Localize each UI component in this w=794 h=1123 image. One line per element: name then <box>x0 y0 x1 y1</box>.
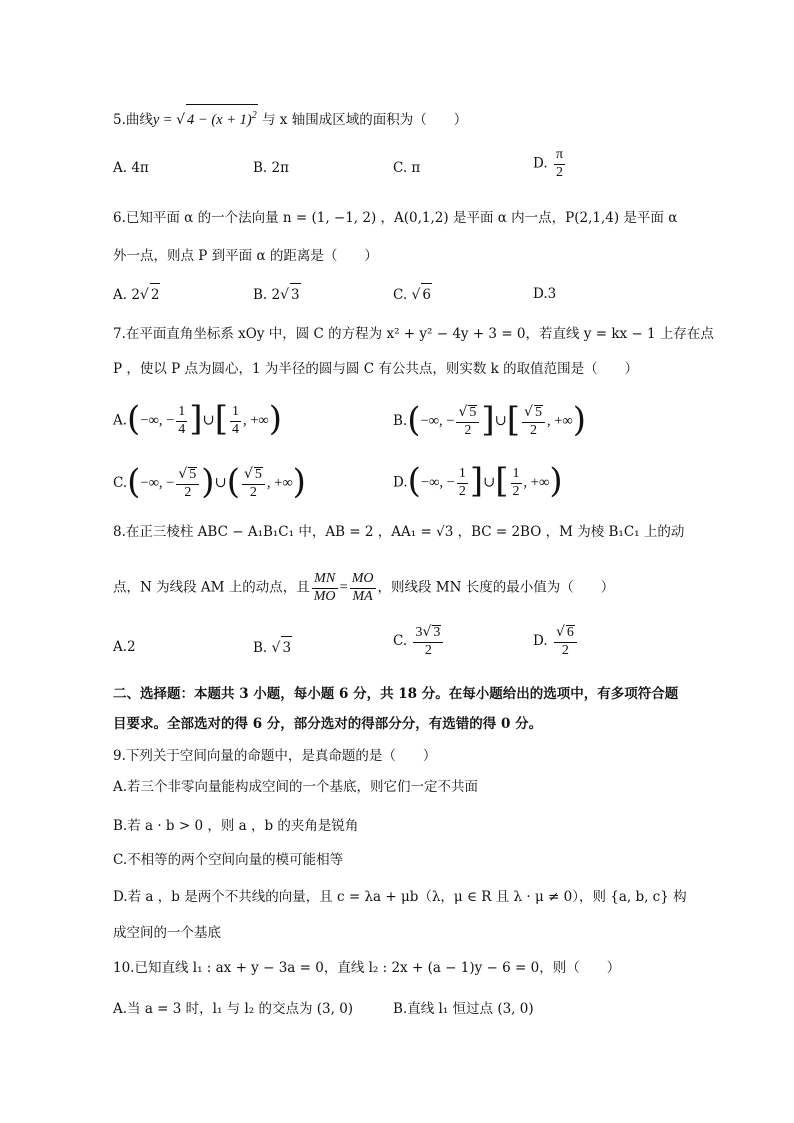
q6-option-b: B. 2√ 3 <box>253 283 301 306</box>
q5-option-c: C. π <box>393 160 421 176</box>
q6-option-a: A. 2√ 2 <box>113 283 160 306</box>
q8-line2: 点，N 为线段 AM 上的动点，且 $\frac{MN}{MO}$ = $\frac{MO}{MA}$ ，则线段 MN 长度的最小值为（ ） <box>113 571 615 604</box>
q8-option-a: A.2 <box>113 639 136 655</box>
section2-heading-line1: 二、选择题：本题共 3 小题，每小题 6 分，共 18 分。在每小题给出的选项中，有多项符合题 <box>113 686 679 702</box>
q7-option-b: B.(−∞, − $\frac{√ 5}{2}$ ]∪[ $\frac{√ 5}{2}$ , +∞) <box>393 399 586 440</box>
radical-sign: √ <box>176 111 186 128</box>
q6-line2: 外一点，则点 P 到平面 α 的距离是（ ） <box>113 248 378 264</box>
q10-option-a: A.当 a = 3 时，l₁ 与 l₂ 的交点为 (3, 0) <box>113 1001 354 1017</box>
q9-option-c: C.不相等的两个空间向量的模可能相等 <box>113 852 344 868</box>
q8-line1: 8.在正三棱柱 ABC − A₁B₁C₁ 中，AB = 2 ，AA₁ = √3 ，BC = 2BO ，M 为棱 B₁C₁ 上的动 <box>113 524 685 540</box>
q9-option-d-line2: 成空间的一个基底 <box>113 925 221 941</box>
q6-option-c: C. √ 6 <box>393 283 432 306</box>
q5-option-a: A. 4π <box>113 160 149 176</box>
q7-line2: P ，使以 P 点为圆心，1 为半径的圆与圆 C 有公共点，则实数 k 的取值范围是（ ） <box>113 361 639 377</box>
q8-option-b: B. √ 3 <box>253 636 292 659</box>
q9-stem: 9.下列关于空间向量的命题中，是真命题的是（ ） <box>113 748 437 764</box>
q9-option-a: A.若三个非零向量能构成空间的一个基底，则它们一定不共面 <box>113 779 479 795</box>
q10-stem: 10.已知直线 l₁ : ax + y − 3a = 0，直线 l₂ : 2x + (a − 1)y − 6 = 0，则（ ） <box>113 960 621 976</box>
q9-option-b: B.若 a · b > 0 ，则 a ，b 的夹角是锐角 <box>113 818 359 834</box>
section2-heading-line2: 目要求。全部选对的得 6 分，部分选对的得部分分，有选错的得 0 分。 <box>113 716 543 732</box>
q7-line1: 7.在平面直角坐标系 xOy 中，圆 C 的方程为 x² + y² − 4y + 3 = 0，若直线 y = kx − 1 上存在点 <box>113 326 714 342</box>
q5-stem: 5.曲线y = √ $4 - (x + 1)^2$ 与 x 轴围成区域的面积为（ ） <box>113 104 467 131</box>
q6-option-d: D.3 <box>533 286 557 302</box>
q8-option-d: D. $\frac{√ 6}{2}$ <box>533 625 579 658</box>
q5-option-d: D. $\frac{\pi}{2}$ <box>533 147 564 180</box>
q6-line1: 6.已知平面 α 的一个法向量 n = (1, −1, 2) ，A(0,1,2) 是平面 α 内一点，P(2,1,4) 是平面 α <box>113 210 678 226</box>
q7-option-c: C.(−∞, − $\frac{√ 5}{2}$ )∪( $\frac{√ 5}{2}$ , +∞) <box>113 461 306 502</box>
q7-option-a: A.(−∞, − $\frac{1}{4}$ ]∪[ $\frac{1}{4}$ , +∞) <box>113 399 282 440</box>
q8-option-c: C. $\frac{3√ 3}{2}$ <box>393 625 445 658</box>
q7-option-d: D.(−∞, − $\frac{1}{2}$ ]∪[ $\frac{1}{2}$ , +∞) <box>393 461 563 502</box>
q9-option-d-line1: D.若 a ，b 是两个不共线的向量，且 c = λa + μb（λ，μ ∈ R 且 λ · μ ≠ 0），则 {a, b, c} 构 <box>113 889 687 905</box>
q10-option-b: B.直线 l₁ 恒过点 (3, 0) <box>393 1001 534 1017</box>
q5-option-b: B. 2π <box>253 160 289 176</box>
